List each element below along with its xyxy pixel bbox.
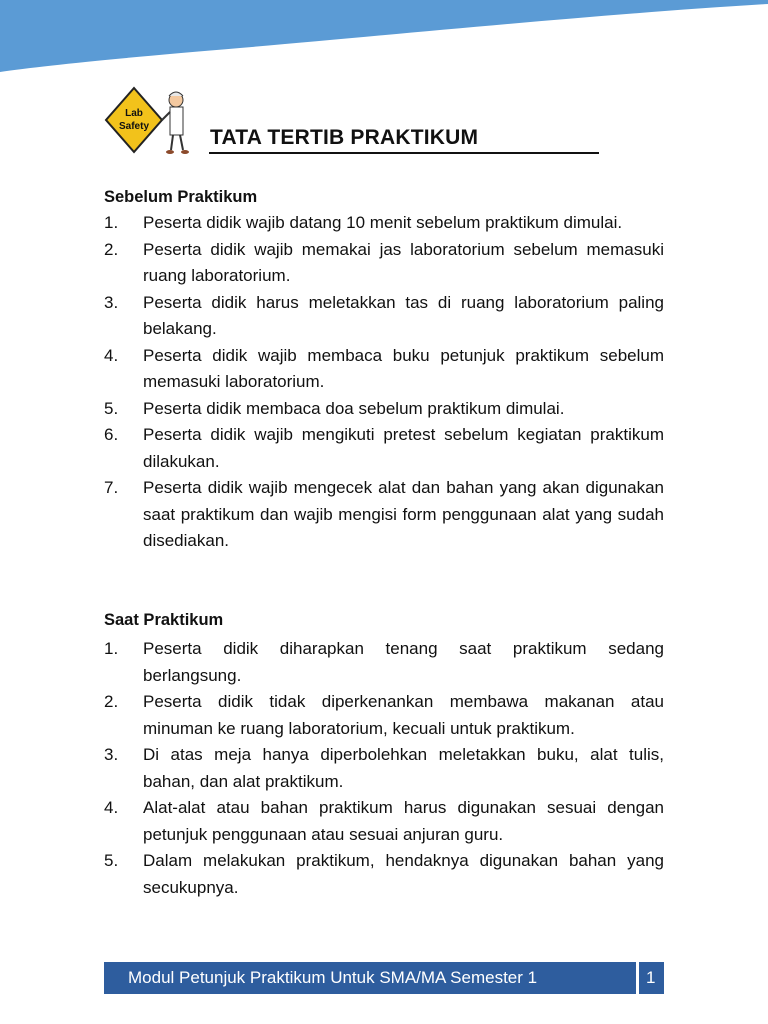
list-sebelum-praktikum — [104, 210, 664, 555]
footer-bar — [104, 962, 664, 994]
page-title: TATA TERTIB PRAKTIKUM — [210, 126, 479, 149]
list-item: 3. Peserta didik harus meletakkan tas di ruang laboratorium paling belakang. — [104, 292, 664, 338]
list-item: 1. Peserta didik diharapkan tenang saat praktikum sedang berlangsung. — [104, 639, 664, 685]
footer-module-title: Modul Petunjuk Praktikum Untuk SMA/MA Semester 1 — [128, 968, 538, 987]
footer-divider — [636, 962, 639, 994]
section-heading-saat: Saat Praktikum — [104, 611, 224, 629]
list-saat-praktikum — [104, 636, 664, 901]
lab-safety-scientist-icon — [104, 86, 196, 156]
list-item: 4. Peserta didik wajib membaca buku petunjuk praktikum sebelum memasuki laboratorium. — [104, 345, 664, 391]
list-item: 4. Alat-alat atau bahan praktikum harus digunakan sesuai dengan petunjuk penggunaan atau sesuai anjuran guru. — [104, 798, 664, 844]
list-item: 7. Peserta didik wajib mengecek alat dan bahan yang akan digunakan saat praktikum dan wajib mengisi form penggunaan alat yang sudah disediakan. — [104, 478, 664, 550]
list-item: 1. Peserta didik wajib datang 10 menit sebelum praktikum dimulai. — [104, 213, 623, 232]
top-wave-banner — [0, 0, 768, 80]
list-item: 5. Peserta didik membaca doa sebelum praktikum dimulai. — [104, 398, 565, 418]
list-item: 2. Peserta didik wajib memakai jas laboratorium sebelum memasuki ruang laboratorium. — [104, 239, 664, 285]
page-number: 1 — [646, 968, 656, 987]
list-item: 6. Peserta didik wajib mengikuti pretest sebelum kegiatan praktikum dilakukan. — [104, 425, 664, 471]
title-underline — [209, 152, 599, 154]
list-item: 2. Peserta didik tidak diperkenankan membawa makanan atau minuman ke ruang laboratorium, kecuali untuk praktikum. — [104, 692, 664, 738]
list-item: 5. Dalam melakukan praktikum, hendaknya digunakan bahan yang secukupnya. — [104, 851, 664, 897]
list-item: 3. Di atas meja hanya diperbolehkan meletakkan buku, alat tulis, bahan, dan alat praktikum. — [104, 745, 664, 791]
section-heading-sebelum: Sebelum Praktikum — [104, 188, 258, 206]
logo-text-line2: Safety — [118, 121, 150, 132]
logo-text-line1: Lab — [125, 108, 143, 119]
